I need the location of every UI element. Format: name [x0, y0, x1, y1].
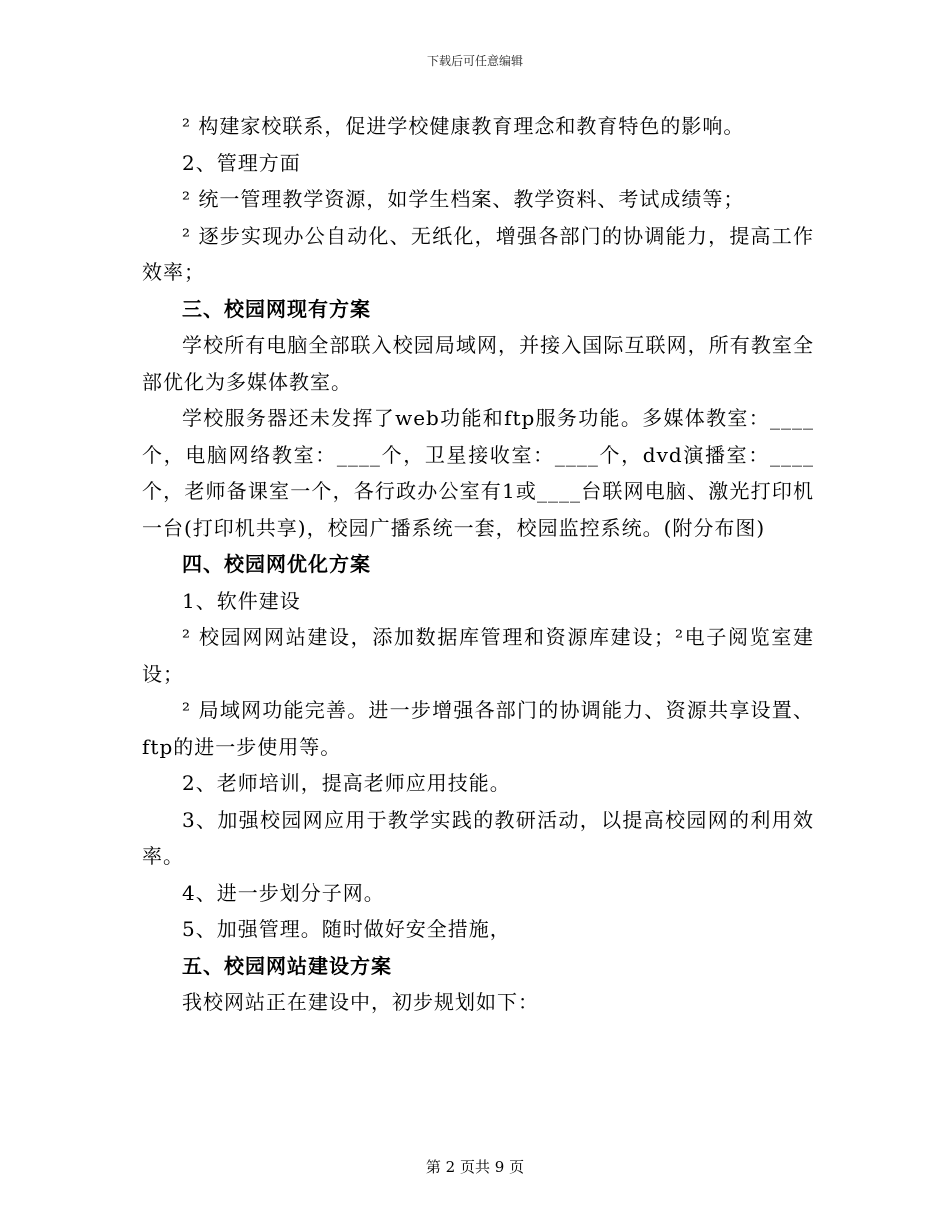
paragraph: 2、管理方面: [182, 150, 301, 175]
paragraph: 学校服务器还未发挥了web功能和ftp服务功能。多媒体教室：____个，电脑网络教室：____个，卫星接收室：____个，dvd演播室：____个，老师备课室一个，各行政办公室有1或____台联网电脑、激光打印机一台(打印机共享)，校园广播系统一套，校园监控系统。(附分布图): [142, 406, 814, 540]
paragraph: 3、加强校园网应用于教学实践的教研活动，以提高校园网的利用效率。: [142, 807, 814, 868]
paragraph: ² 局域网功能完善。进一步增强各部门的协调能力、资源共享设置、ftp的进一步使用等。: [142, 698, 814, 759]
paragraph: 2、老师培训，提高老师应用技能。: [182, 771, 511, 795]
section-heading: 五、校园网站建设方案: [182, 953, 392, 978]
paragraph: ² 逐步实现办公自动化、无纸化，增强各部门的协调能力，提高工作效率；: [142, 223, 814, 284]
paragraph: ² 校园网网站建设，添加数据库管理和资源库建设；²电子阅览室建设；: [142, 625, 814, 686]
paragraph: 4、进一步划分子网。: [182, 880, 385, 905]
document-body: [142, 108, 814, 1021]
section-heading: 四、校园网优化方案: [182, 552, 371, 576]
paragraph: 学校所有电脑全部联入校园局域网，并接入国际互联网，所有教室全部优化为多媒体教室。: [142, 333, 814, 394]
page-header: 下载后可任意编辑: [426, 54, 523, 68]
paragraph: 我校网站正在建设中，初步规划如下：: [182, 990, 539, 1014]
page-footer: 第 2 页共 9 页: [425, 1158, 525, 1176]
section-heading: 三、校园网现有方案: [182, 296, 371, 321]
paragraph: ² 构建家校联系，促进学校健康教育理念和教育特色的影响。: [182, 114, 745, 138]
paragraph: 5、加强管理。随时做好安全措施，: [182, 917, 511, 941]
paragraph: 1、软件建设: [182, 588, 301, 613]
paragraph: ² 统一管理教学资源，如学生档案、教学资料、考试成绩等；: [182, 187, 745, 211]
